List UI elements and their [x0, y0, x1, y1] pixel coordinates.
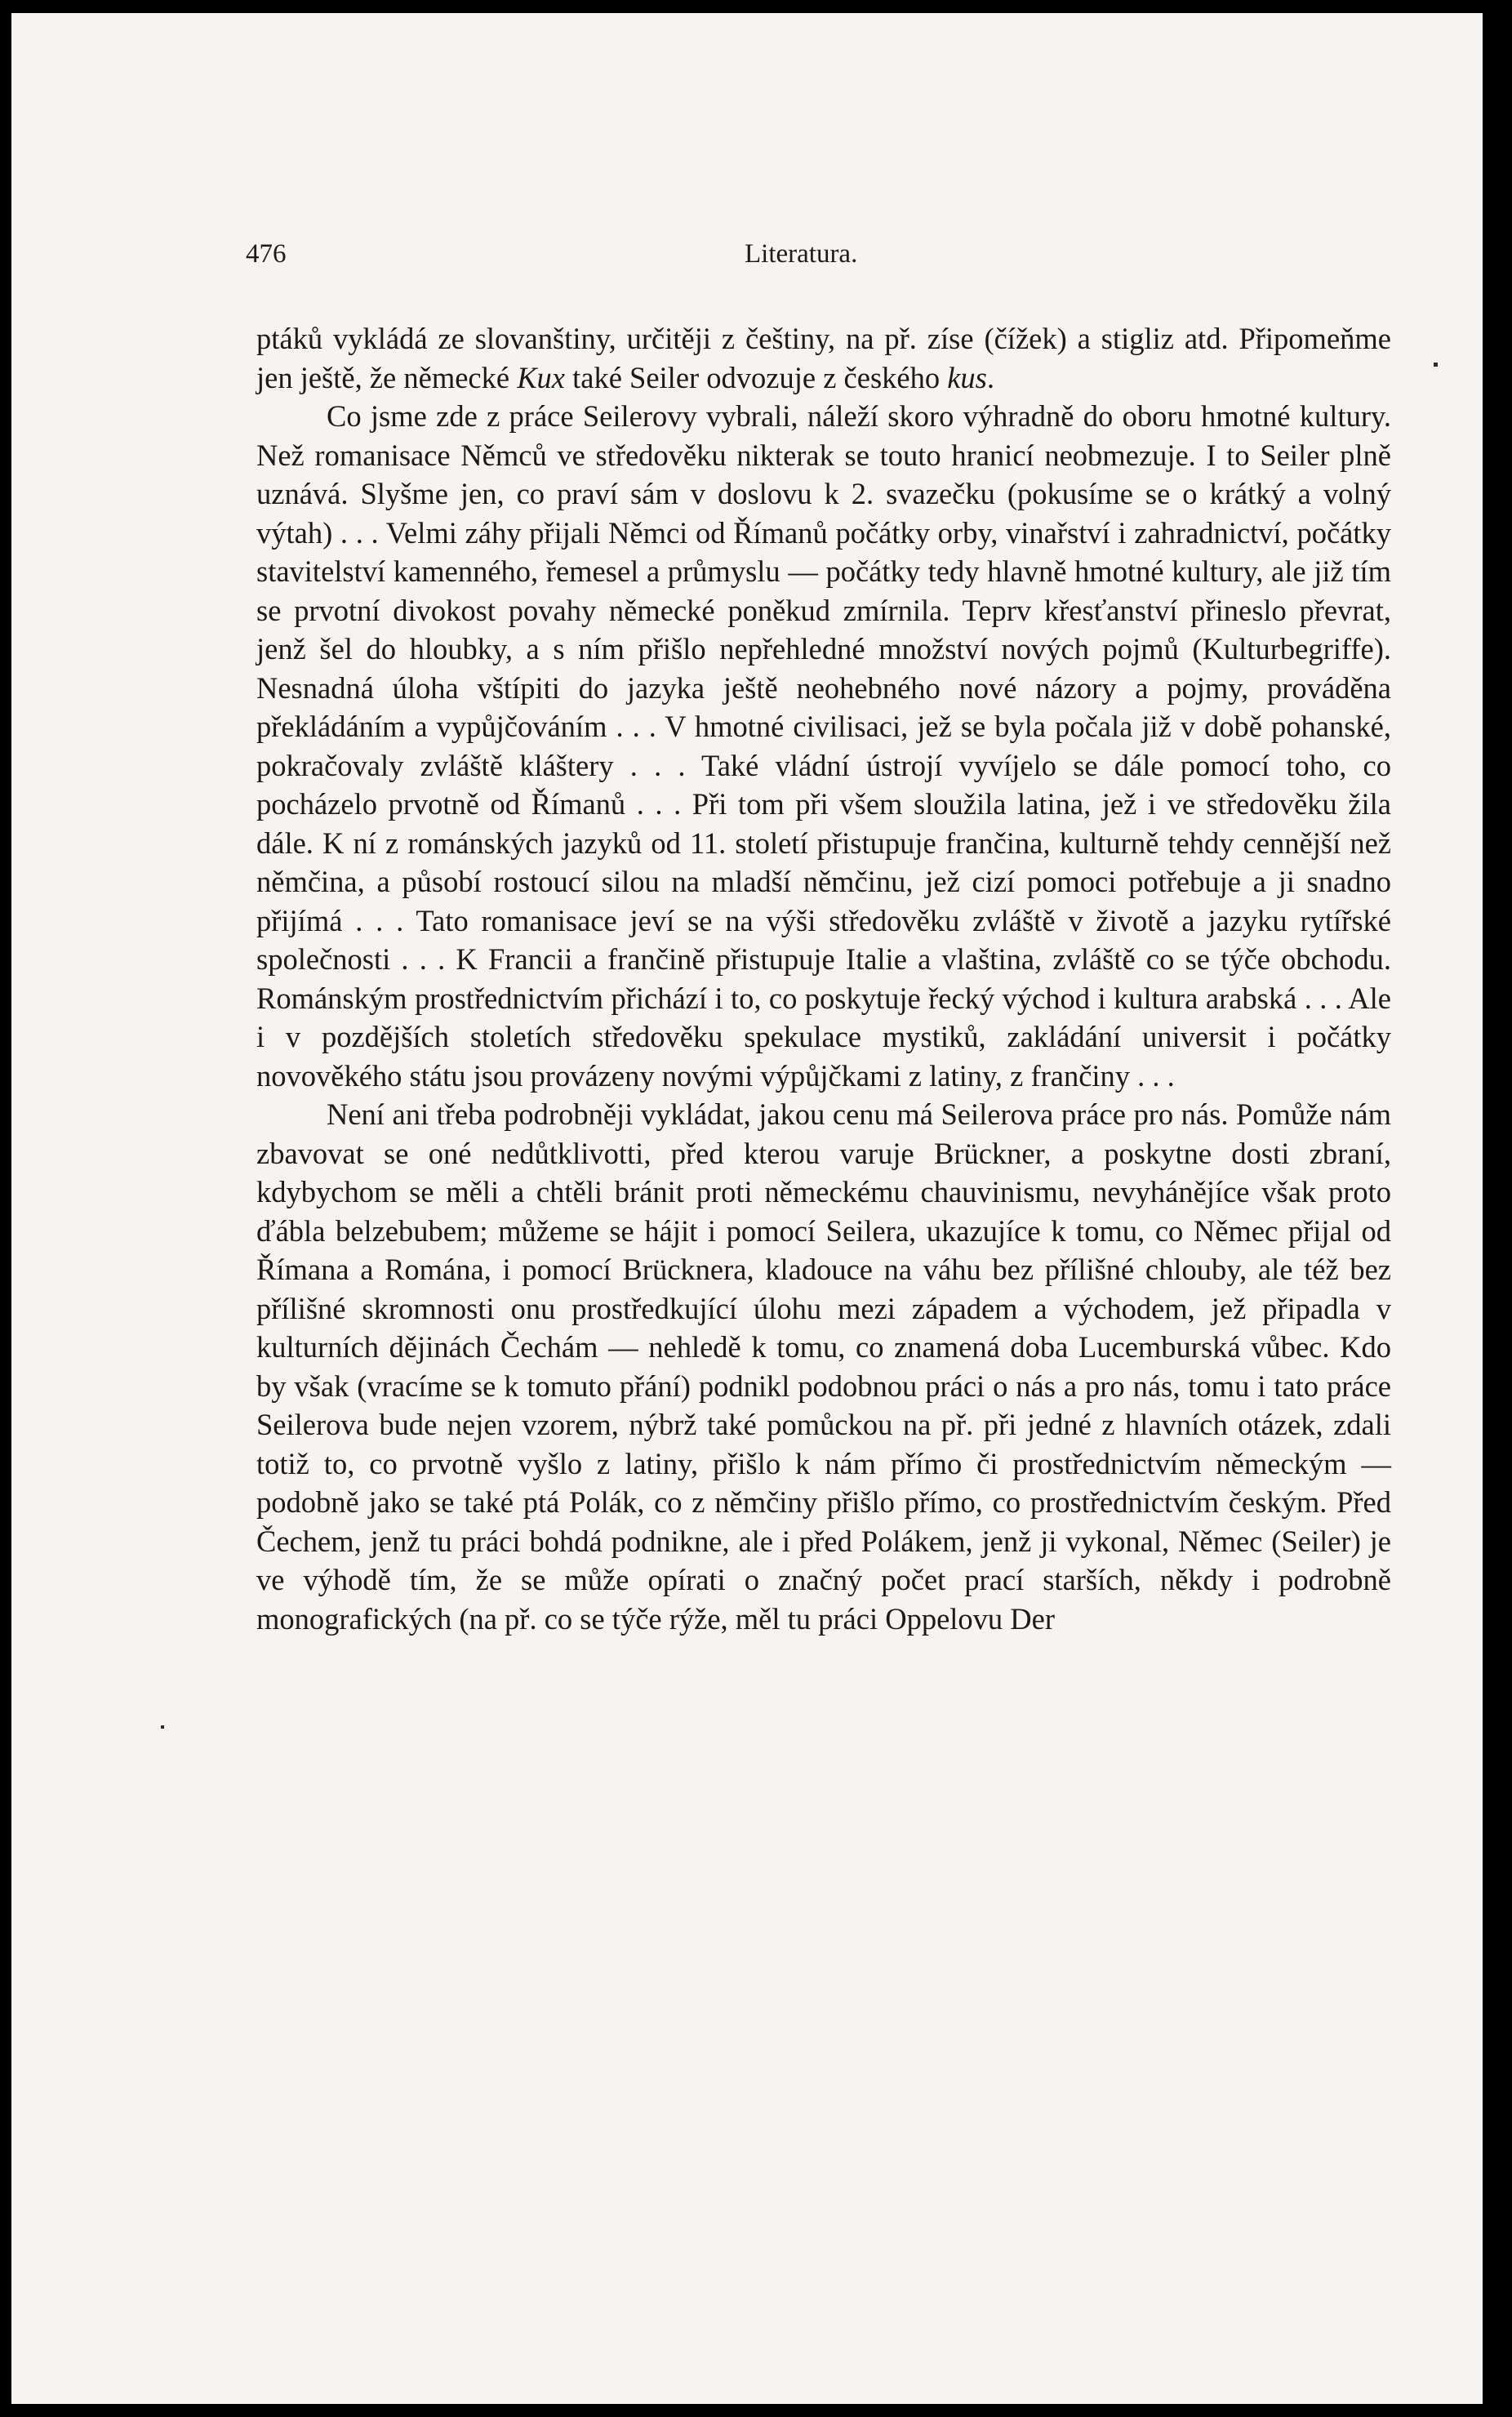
italic-word-kux: Kux: [517, 360, 565, 394]
paragraph-1-part-2: také Seiler odvozuje z českého: [565, 360, 948, 394]
book-page: [11, 13, 1483, 2404]
paragraph-1: [256, 319, 1391, 397]
paragraph-3: Není ani třeba podrobněji vykládat, jakou cenu má Seilerova práce pro nás. Pomůže nám zbavovat se oné nedůtklivotti, před kterou varuje Brückner, a poskytne dosti zbraní, kdybychom se měli a chtěli bránit proti německému chauvinismu, nevyhánějíce však proto ďábla belzebubem; můžeme se hájit i pomocí Seilera, ukazujíce k tomu, co Němec přijal od Římana a Romána, i pomocí Brücknera, kladouce na váhu bez přílišné chlouby, ale též bez přílišné skromnosti onu prostředkující úlohu mezi západem a východem, jež připadla v kulturních dějinách Čechám — nehledě k tomu, co znamená doba Lucemburská vůbec. Kdo by však (vracíme se k tomuto přání) podnikl podobnou práci o nás a pro nás, tomu i tato práce Seilerova bude nejen vzorem, nýbrž také pomůckou na př. při jedné z hlavních otázek, zdali totiž to, co prvotně vyšlo z latiny, přišlo k nám přímo či prostřednictvím německým — podobně jako se také ptá Polák, co z němčiny přišlo přímo, co prostřednictvím českým. Před Čechem, jenž tu práci bohdá podnikne, ale i před Polákem, jenž ji vykonal, Němec (Seiler) je ve výhodě tím, že se může opírati o značný počet prací starších, někdy i podrobně monografických (na př. co se týče rýže, měl tu práci Oppelovu Der: [256, 1097, 1391, 1636]
scan-border-right: [1483, 0, 1512, 2417]
section-title: Literatura.: [745, 239, 858, 269]
body-text: [256, 319, 1391, 1638]
page-number: 476: [246, 239, 287, 269]
scan-speck: [161, 1725, 164, 1729]
scan-speck: [1434, 363, 1438, 367]
italic-word-kus: kus: [947, 360, 987, 394]
paragraph-1-part-1: ptáků vykládá ze slovanštiny, určitěji z češtiny, na př. zíse (čížek) a stigliz atd. Připomeňme jen ještě, že německé: [256, 322, 1391, 394]
paragraph-2: Co jsme zde z práce Seilerovy vybrali, náleží skoro výhradně do oboru hmotné kultury. Než romanisace Němců ve středověku nikterak se touto hranicí neobmezuje. I to Seiler plně uznává. Slyšme jen, co praví sám v doslovu k 2. svazečku (pokusíme se o krátký a volný výtah) . . . Velmi záhy přijali Němci od Římanů počátky orby, vinařství i zahradnictví, počátky stavitelství kamenného, řemesel a průmyslu — počátky tedy hlavně hmotné kultury, ale již tím se prvotní divokost povahy německé poněkud zmírnila. Teprv křesťanství přineslo převrat, jenž šel do hloubky, a s ním přišlo nepřehledné množství nových pojmů (Kulturbegriffe). Nesnadná úloha vštípiti do jazyka ještě neohebného nové názory a pojmy, prováděna překládáním a vypůjčováním . . . V hmotné civilisaci, jež se byla počala již v době pohanské, pokračovaly zvláště kláštery . . . Také vládní ústrojí vyvíjelo se dále pomocí toho, co pocházelo prvotně od Římanů . . . Při tom při všem sloužila latina, jež i ve středověku žila dále. K ní z románských jazyků od 11. století přistupuje frančina, kulturně tehdy cennější než němčina, a působí rostoucí silou na mladší němčinu, jež cizí pomoci potřebuje a ji snadno přijímá . . . Tato romanisace jeví se na výši středověku zvláště v životě a jazyku rytířské společnosti . . . K Francii a frančině přistupuje Italie a vlaština, zvláště co se týče obchodu. Románským prostřednictvím přichází i to, co poskytuje řecký východ i kultura arabská . . . Ale i v pozdějších stoletích středověku spekulace mystiků, zakládání universit i počátky novověkého státu jsou provázeny novými výpůjčkami z latiny, z frančiny . . .: [256, 399, 1391, 1093]
running-head: [246, 239, 1400, 280]
paragraph-1-part-3: .: [986, 360, 995, 394]
